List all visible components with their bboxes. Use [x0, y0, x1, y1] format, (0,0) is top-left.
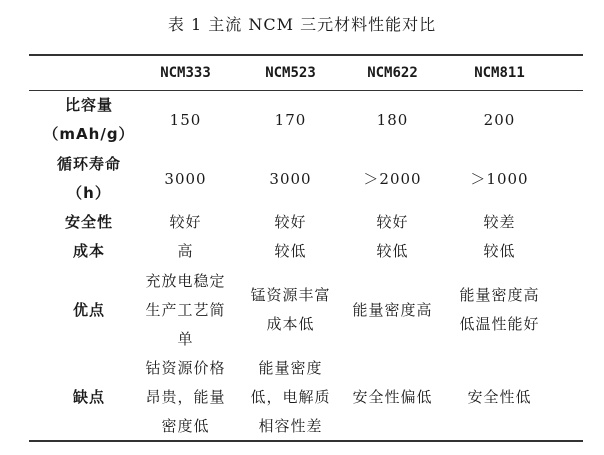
column-header-ncm811 — [447, 56, 552, 90]
label-line: 优点 — [72, 300, 105, 319]
cell-line: 较差 — [483, 213, 516, 231]
row-label-cost — [29, 237, 149, 266]
cell-line: 较好 — [376, 213, 409, 231]
table-cell — [133, 91, 238, 149]
label-line: 缺点 — [72, 387, 105, 406]
cell-line: 低，电解质 — [250, 387, 331, 406]
table-cell — [133, 237, 238, 266]
cell-line: 150 — [169, 110, 202, 129]
table-cell — [340, 237, 445, 266]
table-cell — [238, 354, 343, 440]
header-text: NCM811 — [474, 64, 525, 81]
cell-line: 较低 — [483, 242, 516, 260]
table-cell — [133, 266, 238, 354]
cell-line: 能量密度高 — [352, 300, 433, 319]
table-cell — [238, 91, 343, 149]
cell-line: ＞1000 — [470, 169, 529, 188]
cell-line: 能量密度高 — [459, 286, 540, 304]
table-cell — [340, 208, 445, 237]
label-line: 比容量 — [64, 96, 113, 114]
table-cell — [340, 266, 445, 354]
cell-line: 密度低 — [161, 416, 210, 435]
cell-line: 昂贵，能量 — [145, 387, 226, 406]
cell-line: 较低 — [376, 242, 409, 260]
column-header-ncm622 — [340, 56, 445, 90]
label-line: （h） — [67, 184, 111, 202]
cell-line: 3000 — [269, 169, 312, 188]
table-cell — [238, 237, 343, 266]
header-text: NCM333 — [160, 64, 211, 81]
cell-line: 能量密度 — [258, 358, 323, 377]
table-cell — [447, 91, 552, 149]
header-text: NCM523 — [265, 64, 316, 81]
cell-line: 安全性低 — [467, 387, 532, 406]
table-cell — [133, 208, 238, 237]
row-label-disadvantages — [29, 354, 149, 440]
cell-line: 高 — [177, 242, 194, 260]
label-line: 安全性 — [64, 213, 113, 231]
cell-line: 较低 — [274, 242, 307, 260]
cell-line: 较好 — [274, 213, 307, 231]
label-line: 成本 — [72, 242, 105, 260]
table-cell — [238, 208, 343, 237]
cell-line: 锰资源丰富 — [250, 286, 331, 304]
table-cell — [447, 237, 552, 266]
table-cell — [133, 150, 238, 208]
row-label-cycle-life — [29, 150, 149, 208]
cell-line: 安全性偏低 — [352, 387, 433, 406]
cell-line: 低温性能好 — [459, 315, 540, 333]
table-cell — [133, 354, 238, 440]
table-cell — [238, 150, 343, 208]
header-text: NCM622 — [367, 64, 418, 81]
cell-line: 较好 — [169, 213, 202, 231]
cell-line: 单 — [177, 329, 194, 348]
table-cell — [238, 266, 343, 354]
cell-line: 充放电稳定 — [145, 271, 226, 290]
row-label-specific-capacity — [29, 91, 149, 149]
row-label-advantages — [29, 266, 149, 354]
cell-line: 180 — [376, 110, 409, 129]
table-cell — [340, 150, 445, 208]
table-caption: 表 1 主流 NCM 三元材料性能对比 — [167, 15, 437, 34]
cell-line: 200 — [483, 110, 516, 129]
cell-line: 170 — [274, 110, 307, 129]
table-cell — [340, 354, 445, 440]
row-label-safety — [29, 208, 149, 237]
cell-line: 生产工艺简 — [145, 300, 226, 319]
cell-line: ＞2000 — [363, 169, 422, 188]
table-cell — [340, 91, 445, 149]
cell-line: 钴资源价格 — [145, 358, 226, 377]
table-cell — [447, 150, 552, 208]
label-line: 循环寿命 — [56, 155, 121, 173]
column-header-ncm523 — [238, 56, 343, 90]
column-header-ncm333 — [133, 56, 238, 90]
label-line: （mAh/g） — [43, 125, 135, 143]
table-cell — [447, 208, 552, 237]
table-cell — [447, 354, 552, 440]
cell-line: 3000 — [164, 169, 207, 188]
table-cell — [447, 266, 552, 354]
cell-line: 相容性差 — [258, 416, 323, 435]
cell-line: 成本低 — [266, 315, 315, 333]
